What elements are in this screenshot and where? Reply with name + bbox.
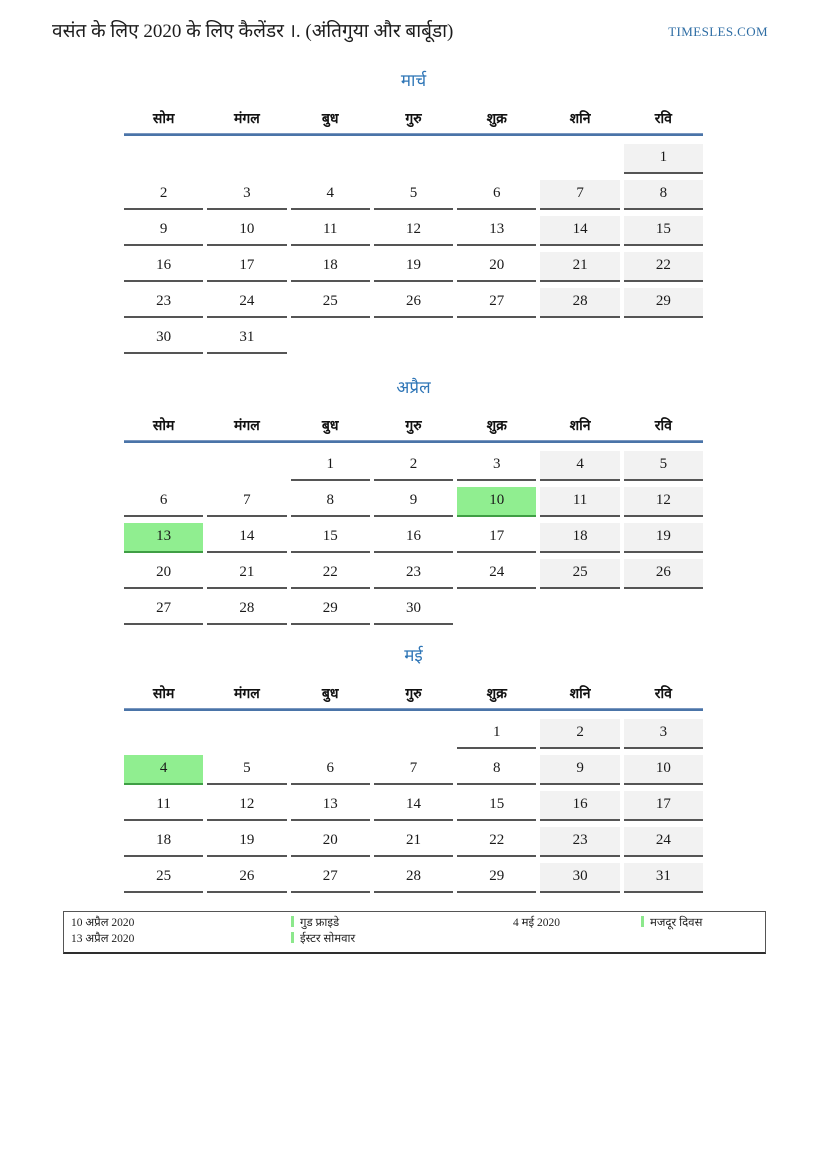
day-cell: 19 — [207, 827, 286, 857]
day-cell: 20 — [291, 827, 370, 857]
day-cell: 22 — [624, 252, 703, 282]
day-cell: 11 — [540, 487, 619, 517]
day-cell: 4 — [124, 755, 203, 785]
day-cell: 21 — [540, 252, 619, 282]
day-cell: 26 — [207, 863, 286, 893]
empty-cell — [124, 451, 203, 481]
weekday-label: शनि — [569, 112, 591, 127]
day-cell: 14 — [540, 216, 619, 246]
day-cell: 31 — [624, 863, 703, 893]
site-link[interactable]: TIMESLES.COM — [668, 24, 768, 39]
day-cell: 22 — [457, 827, 536, 857]
weekday-label: सोम — [152, 687, 175, 702]
holiday-marker-icon — [641, 916, 644, 927]
weekday-label: सोम — [152, 419, 175, 434]
weekday-label: शुक्र — [486, 419, 507, 434]
day-cell: 10 — [457, 487, 536, 517]
day-cell: 12 — [374, 216, 453, 246]
header-divider — [124, 440, 703, 443]
day-cell: 25 — [291, 288, 370, 318]
day-grid-may — [124, 719, 703, 893]
day-cell: 14 — [207, 523, 286, 553]
day-cell: 3 — [207, 180, 286, 210]
day-cell: 24 — [457, 559, 536, 589]
day-cell: 20 — [124, 559, 203, 589]
header-divider — [124, 133, 703, 136]
page-header — [0, 0, 827, 44]
day-cell: 17 — [207, 252, 286, 282]
day-cell: 24 — [207, 288, 286, 318]
day-cell: 11 — [291, 216, 370, 246]
day-cell: 16 — [540, 791, 619, 821]
day-cell: 28 — [207, 595, 286, 625]
day-cell: 18 — [291, 252, 370, 282]
day-cell: 18 — [124, 827, 203, 857]
day-cell: 17 — [624, 791, 703, 821]
day-cell: 23 — [374, 559, 453, 589]
empty-cell — [207, 719, 286, 749]
weekday-label: सोम — [152, 112, 175, 127]
weekday-header-row — [124, 110, 703, 130]
weekday-label: बुध — [321, 112, 339, 127]
day-cell: 13 — [124, 523, 203, 553]
empty-cell — [624, 324, 703, 354]
empty-cell — [207, 144, 286, 174]
day-cell: 1 — [624, 144, 703, 174]
empty-cell — [291, 324, 370, 354]
day-cell: 23 — [540, 827, 619, 857]
empty-cell — [124, 719, 203, 749]
day-cell: 25 — [540, 559, 619, 589]
day-cell: 15 — [291, 523, 370, 553]
day-cell: 18 — [540, 523, 619, 553]
day-cell: 29 — [457, 863, 536, 893]
empty-cell — [624, 595, 703, 625]
weekday-label: रवि — [654, 687, 672, 702]
day-cell: 30 — [540, 863, 619, 893]
month-title-may: मई — [404, 646, 423, 665]
legend-entry — [291, 916, 513, 931]
weekday-label: शुक्र — [486, 687, 507, 702]
day-cell: 16 — [124, 252, 203, 282]
day-cell: 3 — [624, 719, 703, 749]
day-cell: 26 — [624, 559, 703, 589]
day-cell: 7 — [374, 755, 453, 785]
day-cell: 8 — [624, 180, 703, 210]
empty-cell — [291, 719, 370, 749]
weekday-label: मंगल — [234, 419, 260, 434]
day-cell: 5 — [374, 180, 453, 210]
legend-date — [513, 932, 641, 947]
day-cell: 29 — [624, 288, 703, 318]
day-cell: 19 — [624, 523, 703, 553]
weekday-label: गुरु — [405, 419, 422, 434]
day-cell: 7 — [540, 180, 619, 210]
day-cell: 7 — [207, 487, 286, 517]
day-grid-march — [124, 144, 703, 354]
day-cell: 27 — [291, 863, 370, 893]
day-cell: 29 — [291, 595, 370, 625]
empty-cell — [291, 144, 370, 174]
day-cell: 28 — [540, 288, 619, 318]
day-cell: 3 — [457, 451, 536, 481]
weekday-label: गुरु — [405, 112, 422, 127]
weekday-label: शुक्र — [486, 112, 507, 127]
day-cell: 10 — [207, 216, 286, 246]
day-cell: 5 — [624, 451, 703, 481]
weekday-label: शनि — [569, 687, 591, 702]
day-cell: 27 — [124, 595, 203, 625]
day-cell: 25 — [124, 863, 203, 893]
header-divider — [124, 708, 703, 711]
empty-cell — [374, 324, 453, 354]
holiday-marker-icon — [291, 916, 294, 927]
month-title-april: अप्रैल — [396, 378, 431, 397]
month-section-may — [124, 645, 703, 893]
empty-cell — [374, 719, 453, 749]
day-cell: 15 — [624, 216, 703, 246]
day-cell: 22 — [291, 559, 370, 589]
day-cell: 20 — [457, 252, 536, 282]
legend-grid — [71, 916, 765, 947]
legend-date: 13 अप्रैल 2020 — [71, 933, 135, 945]
weekday-header-row — [124, 685, 703, 705]
weekday-label: बुध — [321, 687, 339, 702]
day-cell: 8 — [291, 487, 370, 517]
day-cell: 21 — [207, 559, 286, 589]
day-cell: 5 — [207, 755, 286, 785]
month-section-march — [124, 70, 703, 354]
empty-cell — [207, 451, 286, 481]
day-cell: 6 — [124, 487, 203, 517]
day-cell: 1 — [291, 451, 370, 481]
holiday-marker-icon — [291, 932, 294, 943]
empty-cell — [540, 595, 619, 625]
month-section-april — [124, 377, 703, 625]
day-cell: 13 — [457, 216, 536, 246]
day-cell: 26 — [374, 288, 453, 318]
day-cell: 21 — [374, 827, 453, 857]
day-cell: 12 — [624, 487, 703, 517]
weekday-header-row — [124, 417, 703, 437]
legend-box — [63, 911, 766, 954]
day-cell: 16 — [374, 523, 453, 553]
weekday-label: बुध — [321, 419, 339, 434]
empty-cell — [540, 144, 619, 174]
day-cell: 30 — [124, 324, 203, 354]
empty-cell — [457, 595, 536, 625]
day-cell: 10 — [624, 755, 703, 785]
day-cell: 14 — [374, 791, 453, 821]
day-cell: 11 — [124, 791, 203, 821]
day-cell: 17 — [457, 523, 536, 553]
day-cell: 19 — [374, 252, 453, 282]
legend-date: 10 अप्रैल 2020 — [71, 917, 135, 929]
holiday-label: गुड फ्राइडे — [300, 917, 340, 929]
day-cell: 9 — [124, 216, 203, 246]
holiday-label: मजदूर दिवस — [650, 917, 703, 929]
holiday-label: ईस्टर सोमवार — [300, 933, 356, 945]
weekday-label: शनि — [569, 419, 591, 434]
day-cell: 8 — [457, 755, 536, 785]
day-grid-april — [124, 451, 703, 625]
day-cell: 23 — [124, 288, 203, 318]
empty-cell — [457, 324, 536, 354]
empty-cell — [374, 144, 453, 174]
day-cell: 12 — [207, 791, 286, 821]
day-cell: 9 — [374, 487, 453, 517]
day-cell: 31 — [207, 324, 286, 354]
day-cell: 2 — [124, 180, 203, 210]
day-cell: 4 — [291, 180, 370, 210]
day-cell: 15 — [457, 791, 536, 821]
legend-date: 4 मई 2020 — [513, 917, 561, 929]
legend-entry — [641, 932, 765, 947]
day-cell: 2 — [540, 719, 619, 749]
day-cell: 13 — [291, 791, 370, 821]
day-cell: 24 — [624, 827, 703, 857]
day-cell: 30 — [374, 595, 453, 625]
month-title-march: मार्च — [400, 71, 427, 90]
empty-cell — [457, 144, 536, 174]
empty-cell — [124, 144, 203, 174]
weekday-label: रवि — [654, 419, 672, 434]
day-cell: 1 — [457, 719, 536, 749]
day-cell: 9 — [540, 755, 619, 785]
day-cell: 28 — [374, 863, 453, 893]
weekday-label: मंगल — [234, 687, 260, 702]
day-cell: 4 — [540, 451, 619, 481]
day-cell: 2 — [374, 451, 453, 481]
weekday-label: मंगल — [234, 112, 260, 127]
day-cell: 6 — [457, 180, 536, 210]
weekday-label: रवि — [654, 112, 672, 127]
day-cell: 27 — [457, 288, 536, 318]
page-title: वसंत के लिए 2020 के लिए कैलेंडर ।. (अंतिगुया और बार्बूडा) — [52, 21, 454, 42]
day-cell: 6 — [291, 755, 370, 785]
empty-cell — [540, 324, 619, 354]
weekday-label: गुरु — [405, 687, 422, 702]
legend-entry — [291, 932, 513, 947]
legend-entry — [641, 916, 765, 931]
